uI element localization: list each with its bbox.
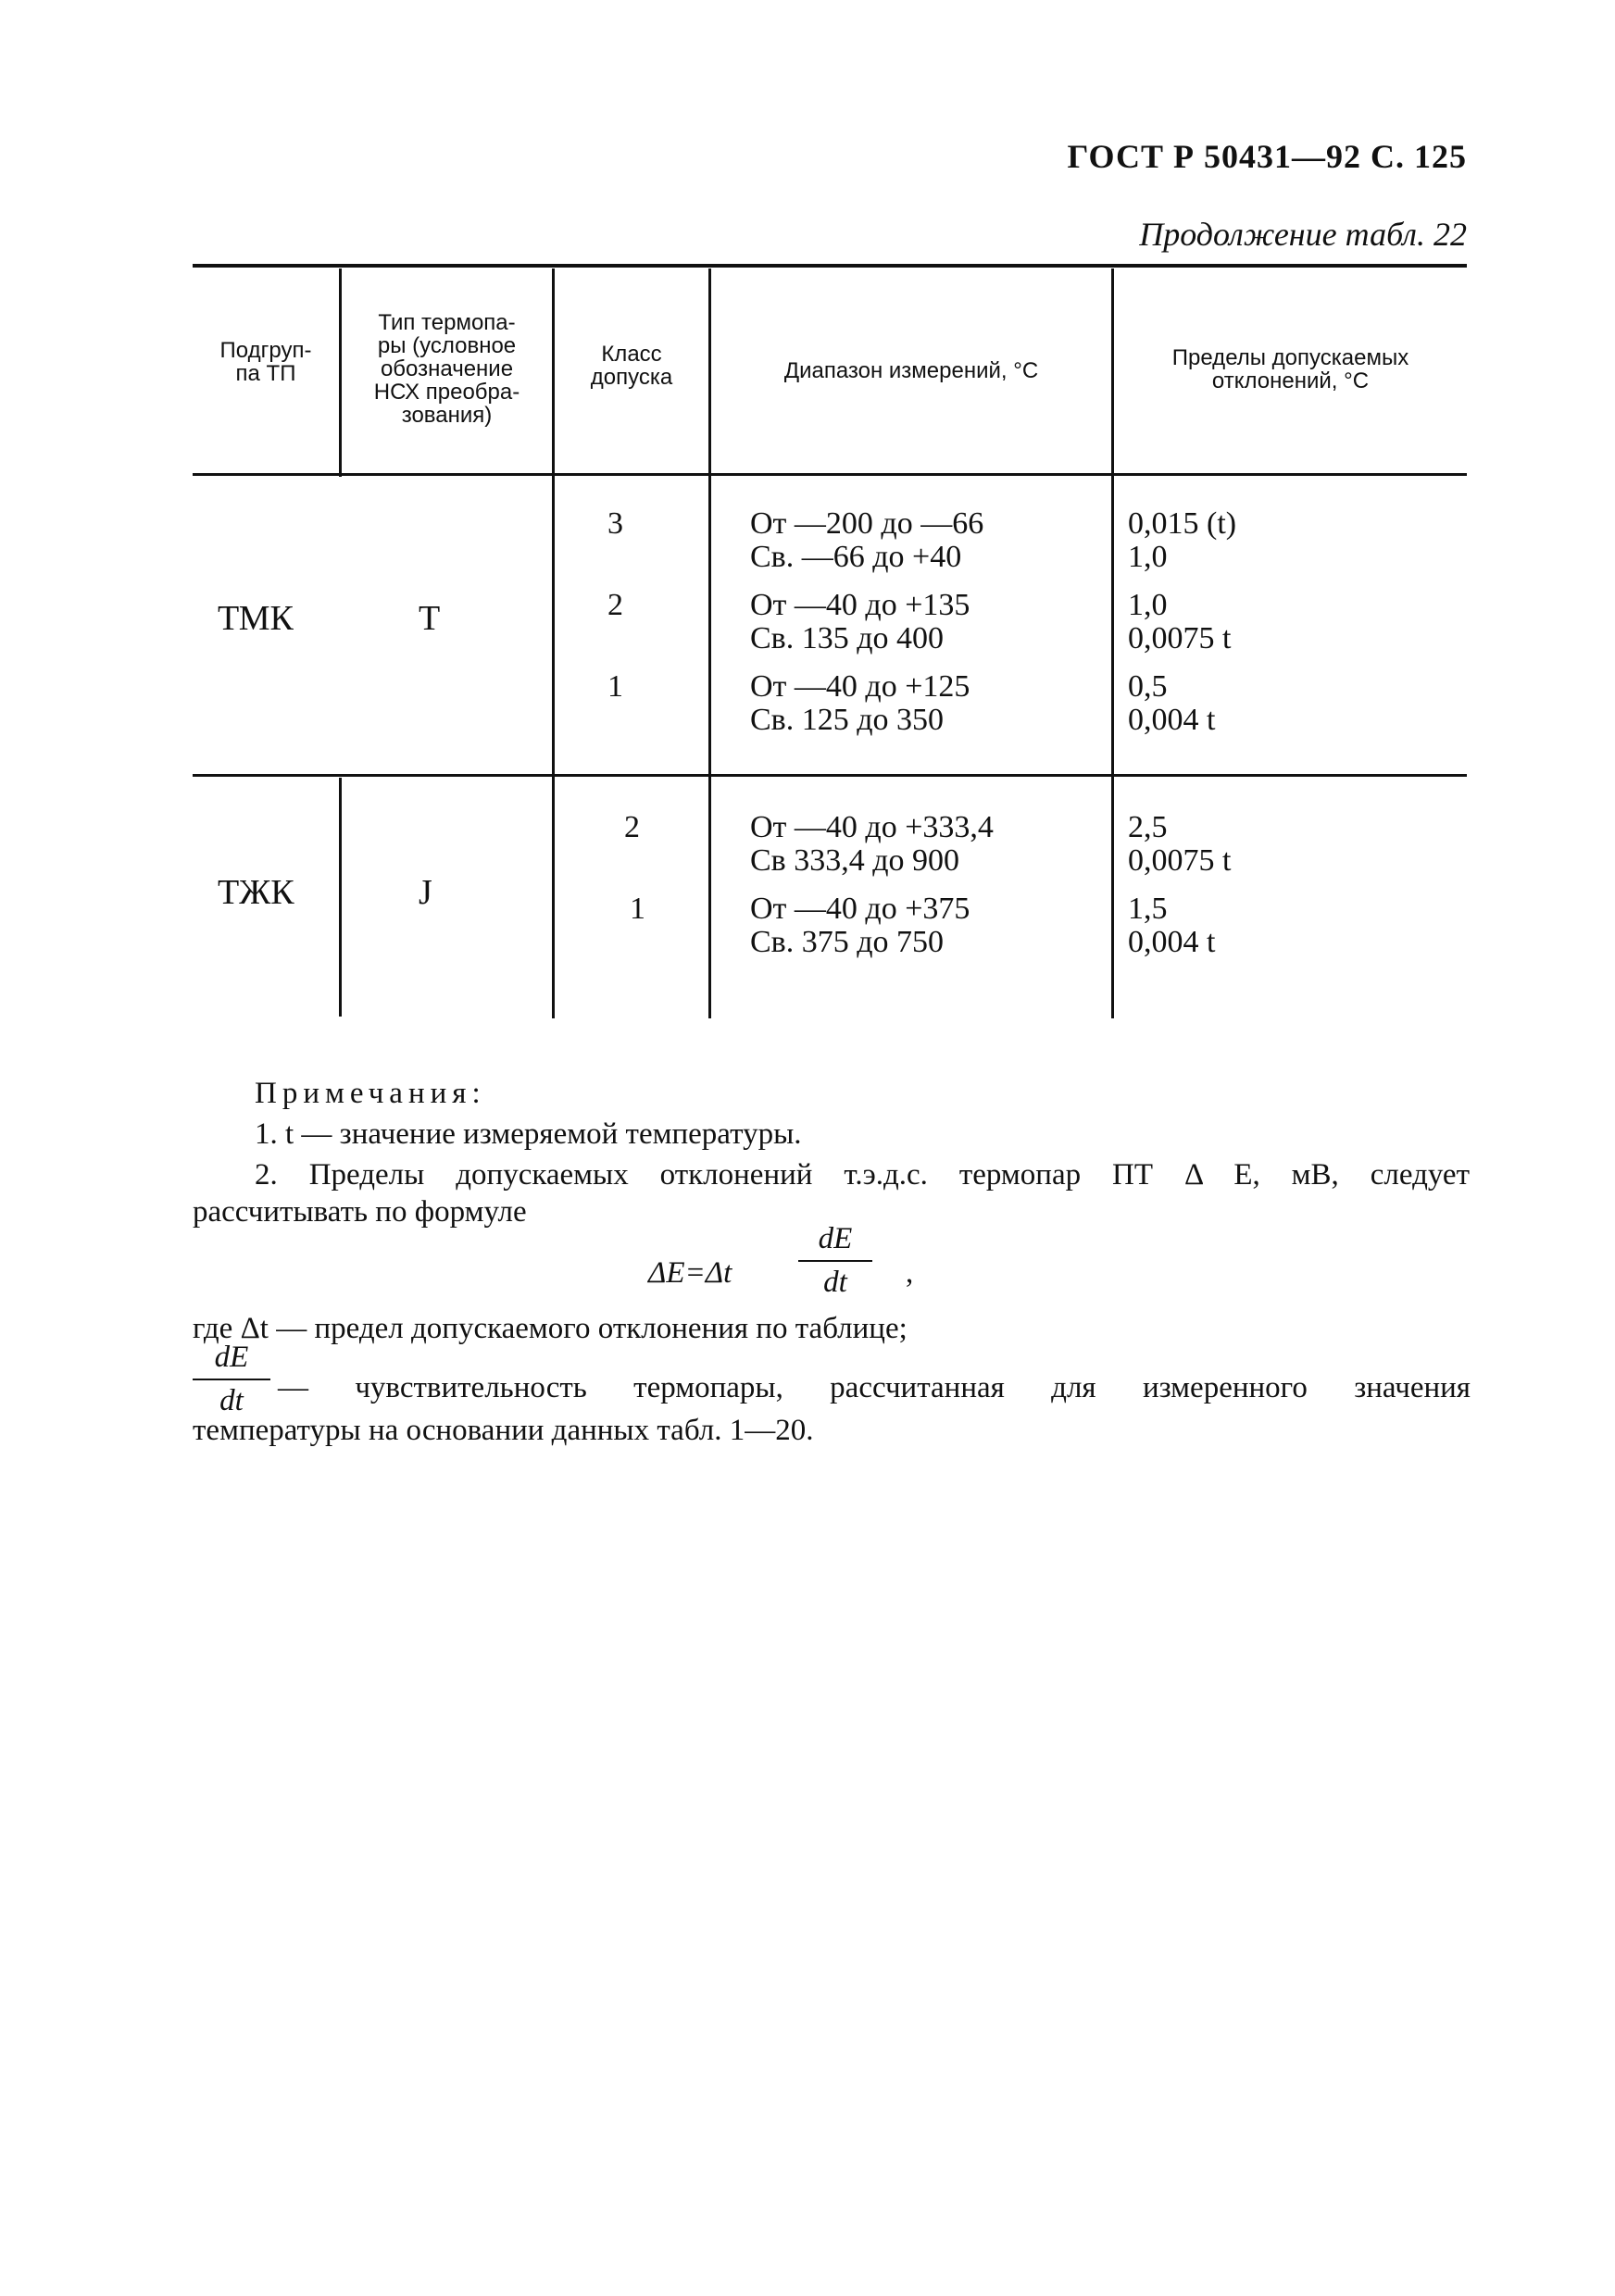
formula-tail: ,	[906, 1256, 914, 1290]
sensitivity-fraction	[193, 1341, 270, 1418]
type-cell: J	[419, 873, 432, 912]
range-cell: Св. —66 до +40	[750, 540, 962, 574]
class-cell: 2	[607, 588, 623, 622]
sensitivity-denominator: dt	[219, 1384, 244, 1417]
column-divider-1b	[339, 778, 342, 1017]
note-2-line-1: 2. Пределы допускаемых отклонений т.э.д.с. термопар ПТ Δ Е, мВ, следует	[255, 1158, 1470, 1192]
note-2-line-2: рассчитывать по формуле	[193, 1195, 527, 1229]
last-line: температуры на основании данных табл. 1—20.	[193, 1414, 814, 1447]
limit-cell: 0,5	[1128, 669, 1168, 704]
limit-cell: 0,0075 t	[1128, 621, 1232, 655]
subgroup-cell: ТЖК	[218, 873, 294, 912]
limit-cell: 2,5	[1128, 810, 1168, 844]
range-cell: От —200 до —66	[750, 506, 984, 541]
limit-cell: 0,004 t	[1128, 703, 1216, 737]
type-cell: Т	[419, 599, 441, 638]
notes-title: Примечания:	[255, 1077, 486, 1110]
sensitivity-text: — чувствительность термопары, рассчитанная для измеренного значения	[278, 1371, 1471, 1404]
class-cell: 1	[607, 669, 623, 704]
range-cell: Св. 125 до 350	[750, 703, 945, 737]
range-cell: Св. 135 до 400	[750, 621, 945, 655]
column-header-class: Класс допуска	[590, 342, 673, 390]
formula-lhs: ΔE=Δt	[648, 1256, 732, 1290]
fraction-bar	[193, 1379, 270, 1380]
limit-cell: 0,0075 t	[1128, 843, 1232, 878]
range-cell: Св. 375 до 750	[750, 925, 945, 959]
formula-denominator: dt	[823, 1266, 847, 1299]
page-header: ГОСТ Р 50431—92 С. 125	[1067, 138, 1467, 175]
fraction-bar	[798, 1260, 872, 1262]
class-cell: 1	[630, 892, 645, 926]
range-cell: Св 333,4 до 900	[750, 843, 960, 878]
limit-cell: 0,004 t	[1128, 925, 1216, 959]
limit-cell: 1,0	[1128, 540, 1168, 574]
range-cell: От —40 до +135	[750, 588, 970, 622]
column-header-subgroup: Подгруп- па ТП	[219, 338, 312, 386]
class-cell: 2	[624, 810, 640, 844]
limit-cell: 1,5	[1128, 892, 1168, 926]
table-group-rule	[193, 774, 1467, 777]
column-header-type: Тип термопа- ры (условное обозначение НСХ преобра- зования)	[373, 310, 520, 428]
where-line: где Δt — предел допускаемого отклонения по таблице;	[193, 1312, 908, 1345]
subgroup-cell: ТМК	[218, 599, 294, 638]
range-cell: От —40 до +333,4	[750, 810, 994, 844]
column-header-range: Диапазон измерений, °С	[783, 358, 1039, 383]
limit-cell: 0,015 (t)	[1128, 506, 1237, 541]
limit-cell: 1,0	[1128, 588, 1168, 622]
range-cell: От —40 до +375	[750, 892, 970, 926]
table-continuation-label: Продолжение табл. 22	[1139, 216, 1467, 253]
sensitivity-numerator: dE	[214, 1341, 249, 1374]
column-header-limits: Пределы допускаемых отклонений, °С	[1171, 345, 1409, 393]
note-1: 1. t — значение измеряемой температуры.	[255, 1117, 802, 1151]
formula-fraction	[798, 1222, 872, 1300]
class-cell: 3	[607, 506, 623, 541]
table-header-rule	[193, 473, 1467, 476]
table-top-rule	[193, 264, 1467, 268]
formula-numerator: dE	[818, 1222, 853, 1255]
range-cell: От —40 до +125	[750, 669, 970, 704]
